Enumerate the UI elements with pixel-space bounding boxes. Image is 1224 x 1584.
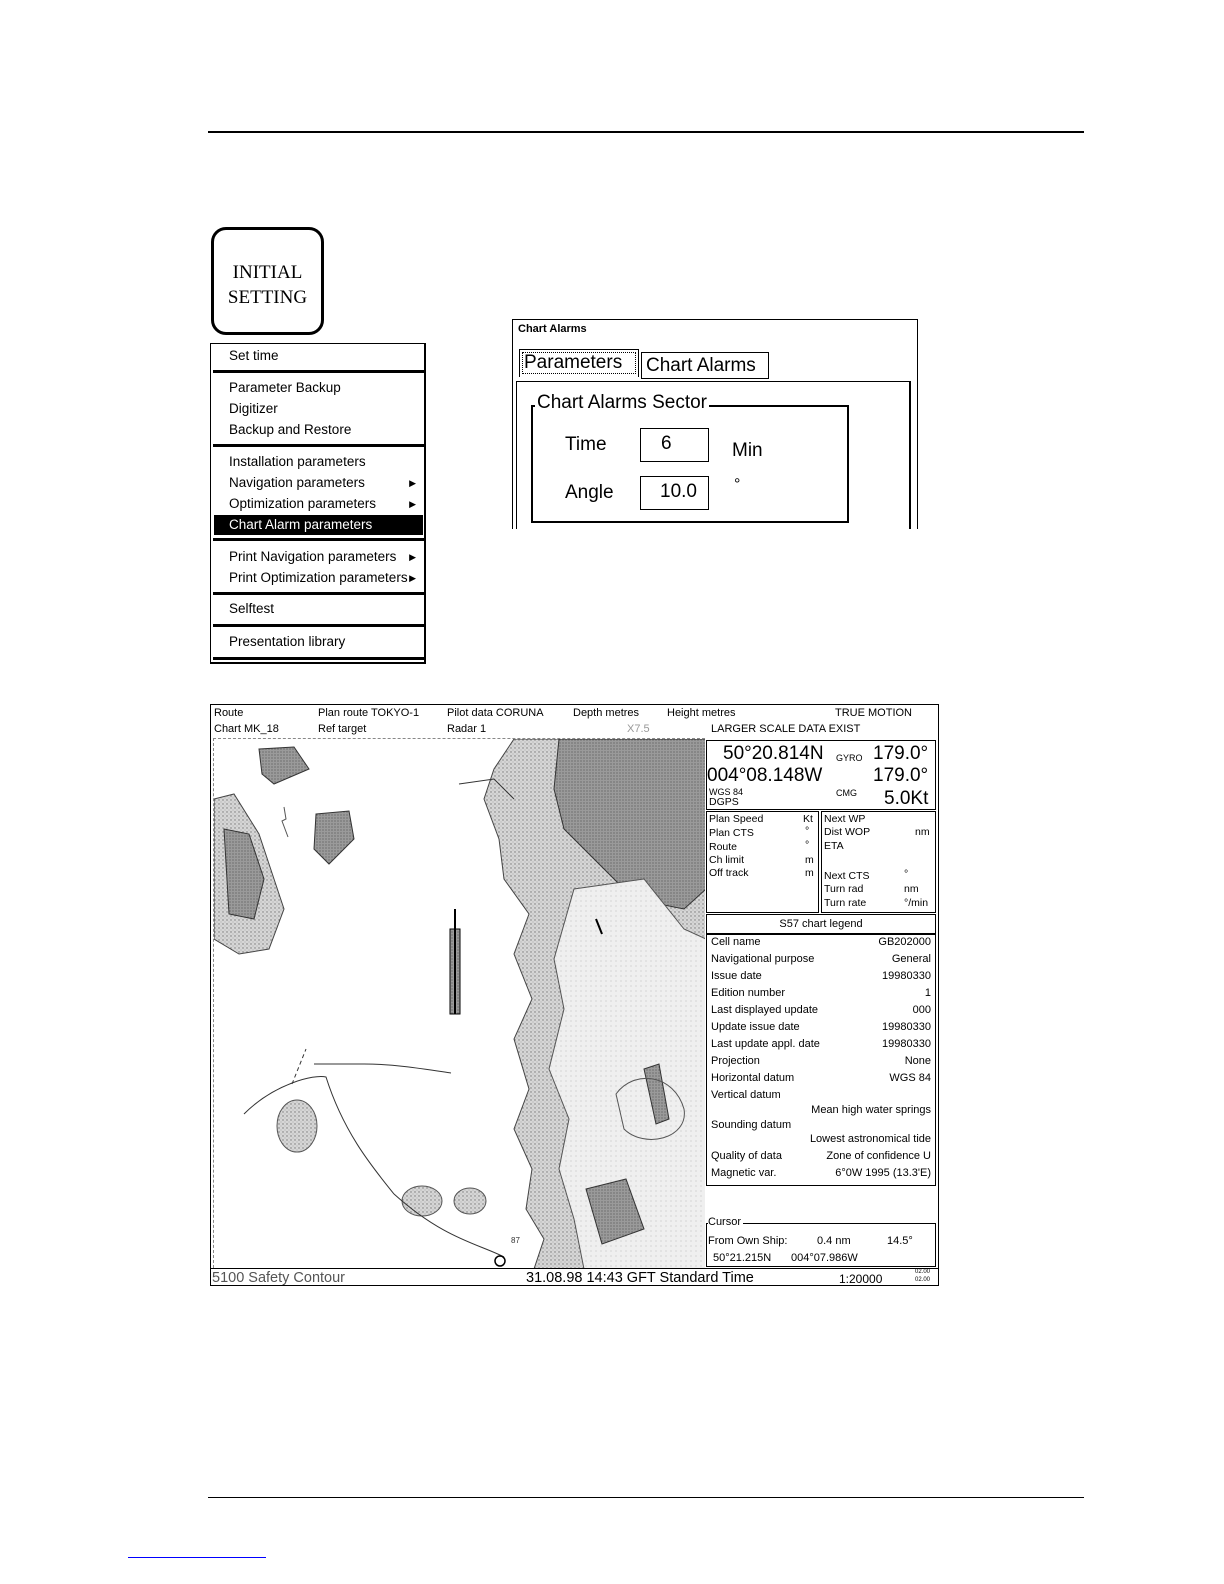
menu-item-optimization-parameters[interactable] [229,494,419,514]
menu-separator [213,592,424,595]
legend-row [711,1072,931,1089]
gyro-label: GYRO [836,753,863,763]
time-input[interactable]: 6 [640,428,709,462]
turn-rad-label: Turn rad [824,883,864,895]
submenu-arrow-icon: ▶ [409,478,416,488]
position-datum: WGS 84 [709,787,744,797]
own-ship-longitude: 004°08.148W [707,765,823,786]
angle-unit: ° [734,476,741,493]
legend-key: Navigational purpose [711,953,815,965]
cursor-title: Cursor [708,1216,742,1228]
menu-item-navigation-parameters[interactable] [229,473,419,493]
submenu-arrow-icon: ▶ [409,552,416,562]
submenu-arrow-icon: ▶ [409,499,416,509]
menu-item-label: Navigation parameters [229,475,365,490]
menu-separator [213,538,424,541]
menu-item-chart-alarm-parameters[interactable] [214,515,423,535]
own-ship-latitude: 50°20.814N [723,743,824,764]
legend-key: Update issue date [711,1021,800,1033]
menu-item-label: Set time [229,348,279,363]
chart-map-graphic [214,739,705,1268]
legend-key: Last displayed update [711,1004,819,1016]
position-source: DGPS [709,796,739,808]
legend-value: 19980330 [882,1021,931,1033]
legend-row [711,936,931,953]
header-motion[interactable]: TRUE MOTION [835,707,912,719]
legend-row [711,1133,931,1150]
legend-key: Horizontal datum [711,1072,795,1084]
version-2: 02.00 [915,1277,931,1283]
eta-label: ETA [824,840,844,852]
legend-value: 1 [924,987,931,999]
legend-value: WGS 84 [889,1072,931,1084]
plan-speed-label: Plan Speed [709,813,764,825]
legend-row [711,953,931,970]
submenu-arrow-icon: ▶ [409,573,416,583]
legend-value: None [904,1055,931,1067]
legend-key: Cell name [711,936,761,948]
tab-chart-alarms[interactable]: Chart Alarms [641,352,769,379]
legend-row [711,987,931,1004]
menu-item-presentation-library[interactable] [229,632,419,652]
legend-value: 6°0W 1995 (13.3'E) [835,1167,931,1179]
initial-setting-key[interactable] [211,227,324,335]
status-bar [211,1268,938,1286]
speed-value: 5.0Kt [884,788,929,809]
legend-row [711,1021,931,1038]
header-route[interactable]: Route [214,707,244,719]
legend-row [711,1167,931,1184]
menu-item-print-navigation-parameters[interactable] [229,547,419,567]
legend-key: Sounding datum [711,1119,792,1131]
route-label: Route [709,841,738,853]
header-plan-route[interactable]: Plan route TOKYO-1 [318,707,420,719]
cmg-label: CMG [836,788,857,798]
route-unit: ° [805,839,810,851]
header-chart[interactable]: Chart MK_18 [214,723,279,735]
legend-value: 000 [912,1004,931,1016]
menu-item-label: Parameter Backup [229,380,341,395]
header-ref-target[interactable]: Ref target [318,723,367,735]
legend-key: Edition number [711,987,785,999]
header-height[interactable]: Height metres [667,707,736,719]
header-larger-scale-notice: LARGER SCALE DATA EXIST [711,723,861,735]
plan-cts-label: Plan CTS [709,827,754,839]
legend-key: Issue date [711,970,762,982]
time-label: Time [565,434,607,455]
legend-value: 19980330 [882,970,931,982]
footer-link-underline [128,1557,266,1558]
off-track-unit: m [805,867,814,879]
legend-row [711,1150,931,1167]
date-time: 31.08.98 14:43 GFT Standard Time [526,1270,754,1286]
bottom-rule [208,1497,1084,1498]
legend-value: Mean high water springs [811,1104,931,1116]
cursor-longitude: 004°07.986W [791,1252,858,1264]
s57-legend-panel [706,934,936,1186]
legend-key: Quality of data [711,1150,782,1162]
menu-item-label: Print Navigation parameters [229,549,397,564]
menu-item-installation-parameters[interactable] [229,452,419,472]
plan-cts-unit: ° [805,825,810,837]
chart-area[interactable] [213,738,705,1268]
dist-wop-label: Dist WOP [824,826,871,838]
time-unit: Min [732,440,763,461]
s57-legend-title: S57 chart legend [706,914,936,934]
next-wp-label: Next WP [824,813,866,825]
top-rule [208,131,1084,133]
ch-limit-label: Ch limit [709,854,745,866]
dist-wop-unit: nm [915,826,930,838]
legend-value: 19980330 [882,1038,931,1050]
menu-item-print-optimization-parameters[interactable] [229,568,419,588]
menu-item-selftest[interactable] [229,599,419,619]
legend-key: Projection [711,1055,760,1067]
header-zoom: X7.5 [627,723,650,735]
legend-row [711,1004,931,1021]
version-1: 02.00 [915,1269,931,1275]
turn-rad-unit: nm [904,883,919,895]
off-track-label: Off track [709,867,749,879]
header-depth[interactable]: Depth metres [573,707,640,719]
legend-key: Vertical datum [711,1089,781,1101]
map-sounding-label: 87 [511,1236,520,1245]
next-cts-label: Next CTS [824,870,870,882]
cursor-distance: 0.4 nm [817,1235,851,1247]
key-line-1: INITIAL [232,262,303,283]
group-label: Chart Alarms Sector [537,392,707,413]
chart-scale[interactable]: 1:20000 [839,1272,883,1286]
menu-item-label: Presentation library [229,634,346,649]
menu-item-label: Backup and Restore [229,422,352,437]
legend-value: GB202000 [878,936,931,948]
menu-separator [213,444,424,447]
turn-rate-unit: °/min [904,897,929,909]
cursor-latitude: 50°21.215N [713,1252,772,1264]
menu-item-backup-restore[interactable] [229,420,419,440]
legend-key: Magnetic var. [711,1167,777,1179]
chart-alarms-dialog [512,319,918,529]
header-pilot-data[interactable]: Pilot data CORUNA [447,707,544,719]
legend-row [711,1055,931,1072]
menu-item-label: Optimization parameters [229,496,377,511]
gyro-heading: 179.0° [873,743,929,764]
turn-rate-label: Turn rate [824,897,867,909]
plan-speed-unit: Kt [803,813,813,825]
initial-setting-menu [210,343,426,664]
legend-value: Lowest astronomical tide [809,1133,931,1145]
legend-value: General [891,953,931,965]
safety-contour[interactable]: 5100 Safety Contour [212,1270,346,1286]
menu-item-parameter-backup[interactable] [229,378,419,398]
key-line-2: SETTING [227,287,308,308]
menu-item-label: Digitizer [229,401,278,416]
legend-row [711,1038,931,1055]
menu-separator [213,657,424,660]
cursor-panel [706,1223,936,1267]
menu-item-set-time[interactable] [229,346,419,366]
menu-item-label: Chart Alarm parameters [229,517,373,532]
angle-label: Angle [565,482,614,503]
legend-value: Zone of confidence U [826,1150,931,1162]
menu-separator [213,370,424,373]
legend-row [711,970,931,987]
angle-input[interactable]: 10.0 [640,476,709,510]
plan-panel [706,811,819,913]
next-cts-unit: ° [904,868,909,880]
waypoint-panel [821,811,936,913]
dialog-title: Chart Alarms [518,323,587,335]
menu-separator [213,624,424,627]
cursor-from-label: From Own Ship: [708,1235,788,1247]
cursor-bearing: 14.5° [887,1235,913,1247]
menu-item-label: Installation parameters [229,454,366,469]
course-over-ground: 179.0° [873,765,929,786]
menu-item-digitizer[interactable] [229,399,419,419]
legend-key: Last update appl. date [711,1038,820,1050]
own-ship-position-panel [706,740,936,810]
menu-item-label: Selftest [229,601,275,616]
tab-parameters[interactable]: Parameters [519,349,639,377]
ecdis-display [210,704,939,1286]
menu-item-label: Print Optimization parameters [229,570,408,585]
ch-limit-unit: m [805,854,814,866]
header-radar[interactable]: Radar 1 [447,723,487,735]
